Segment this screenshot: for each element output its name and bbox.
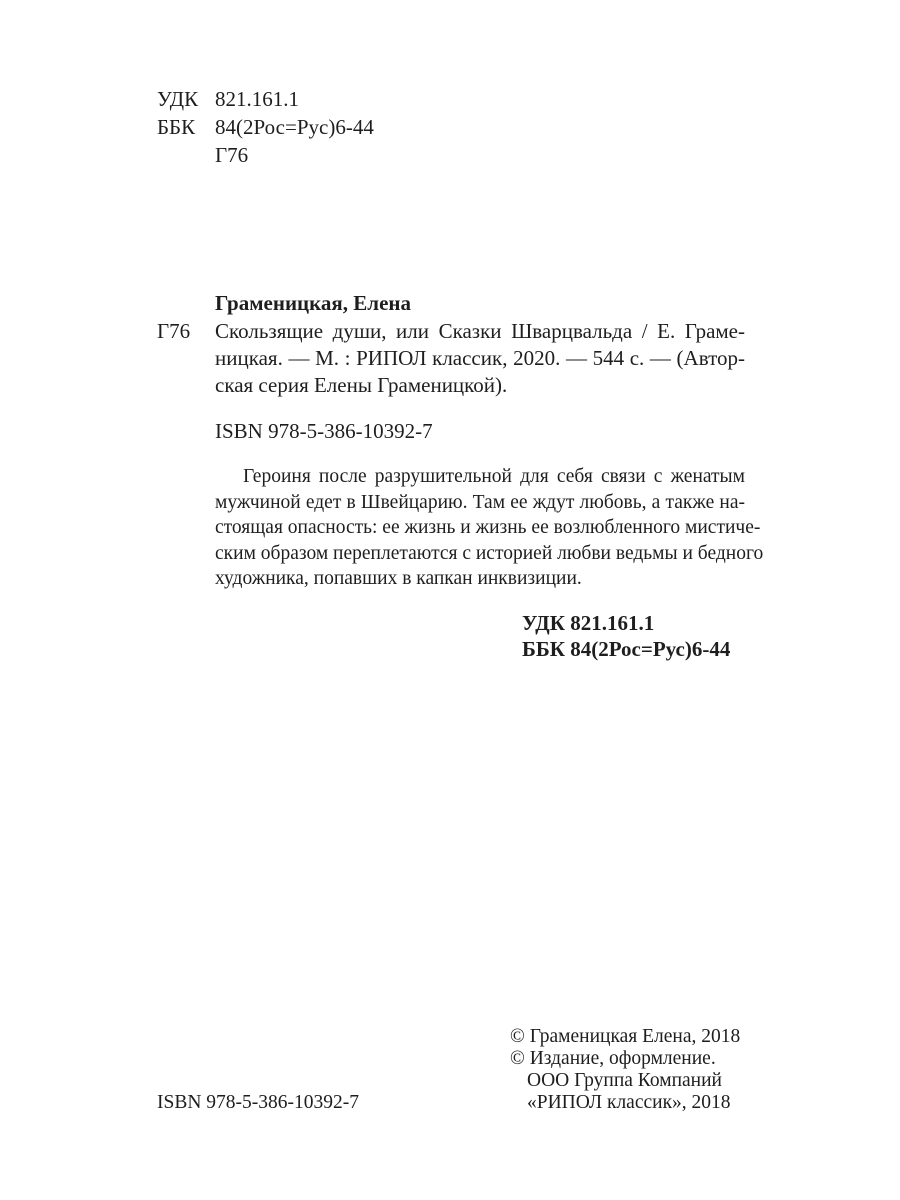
annotation-line: Героиня после разрушительной для себя связи с женатым xyxy=(243,466,745,487)
udk-value: 821.161.1 xyxy=(215,87,299,111)
bbk-row xyxy=(157,114,374,141)
udk-row xyxy=(157,86,299,113)
description-line: Скользящие души, или Сказки Шварцвальда / Е. Грамe- xyxy=(215,319,745,343)
author-name: Граменицкая, Елена xyxy=(215,291,411,315)
copyright-line: ООО Группа Компаний xyxy=(527,1070,722,1091)
footer-isbn: ISBN 978-5-386-10392-7 xyxy=(157,1092,360,1113)
annotation-line: стоящая опасность: ее жизнь и жизнь ее возлюбленного мистиче- xyxy=(215,517,761,538)
author-mark: Г76 xyxy=(157,319,191,343)
classification-bbk: ББК 84(2Рос=Рус)6-44 xyxy=(522,637,731,661)
description-line: ская серия Елены Граменицкой). xyxy=(215,373,508,397)
annotation-line: ским образом переплетаются с историей любви ведьмы и бедного xyxy=(215,542,764,564)
author-mark-top: Г76 xyxy=(215,143,249,167)
copyright-line: «РИПОЛ классик», 2018 xyxy=(527,1092,731,1113)
annotation xyxy=(215,464,764,592)
description-line: ницкая. — М. : РИПОЛ классик, 2020. — 544 с. — (Автор- xyxy=(215,346,745,370)
copyright-line: © Издание, оформление. xyxy=(510,1048,716,1069)
classification-udk: УДК 821.161.1 xyxy=(522,611,655,635)
annotation-line: мужчиной едет в Швейцарию. Там ее ждут любовь, а также на- xyxy=(215,491,745,513)
isbn-entry: ISBN 978-5-386-10392-7 xyxy=(215,419,433,443)
copyright-line: © Граменицкая Елена, 2018 xyxy=(510,1026,741,1047)
bbk-value: 84(2Рос=Рус)6-44 xyxy=(215,115,374,139)
book-description xyxy=(215,318,745,399)
bbk-label: ББК xyxy=(157,115,196,139)
annotation-line: художника, попавших в капкан инквизиции. xyxy=(215,568,582,589)
udk-label: УДК xyxy=(157,87,199,111)
